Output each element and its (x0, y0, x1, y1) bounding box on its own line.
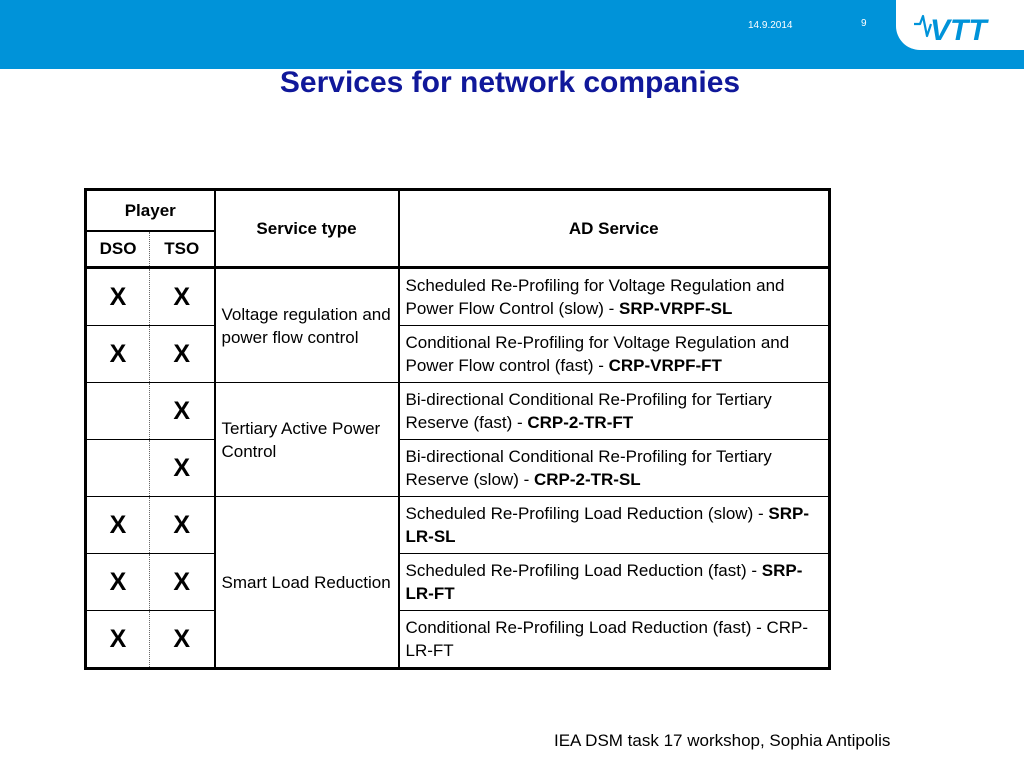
table-row (86, 497, 830, 554)
slide-date: 14.9.2014 (748, 20, 793, 31)
service-type-cell: Tertiary Active Power Control (215, 383, 399, 497)
ad-service-desc: Bi-directional Conditional Re-Profiling for Tertiary Reserve (slow) - (405, 447, 772, 489)
tso-mark: X (150, 440, 215, 497)
services-table (84, 188, 831, 670)
header-dso: DSO (86, 231, 150, 268)
header-service-type: Service type (215, 190, 399, 268)
table-row (86, 440, 830, 497)
dso-mark: X (86, 611, 150, 669)
ad-service-cell (399, 611, 830, 669)
tso-mark: X (150, 497, 215, 554)
tso-mark: X (150, 383, 215, 440)
ad-service-desc: Conditional Re-Profiling for Voltage Regulation and Power Flow control (fast) - (405, 333, 790, 375)
tso-mark: X (150, 554, 215, 611)
ad-service-cell (399, 326, 830, 383)
ad-service-code: SRP-LR-FT (405, 561, 803, 603)
slide-title: Services for network companies (279, 66, 741, 99)
dso-mark (86, 440, 150, 497)
tso-mark: X (150, 611, 215, 669)
logo-text: VTT (930, 14, 987, 46)
slide-page-number: 9 (861, 18, 867, 29)
table-row (86, 554, 830, 611)
table-row (86, 326, 830, 383)
ad-service-cell (399, 268, 830, 326)
ad-service-code: CRP-2-TR-FT (527, 413, 634, 432)
ad-service-desc: Conditional Re-Profiling Load Reduction (fast) - (405, 618, 767, 637)
header-bar (0, 0, 1024, 69)
ad-service-desc: Scheduled Re-Profiling Load Reduction (slow) - (405, 504, 769, 523)
tso-mark: X (150, 326, 215, 383)
ad-service-code: CRP-2-TR-SL (533, 470, 641, 489)
vtt-logo (912, 6, 1022, 46)
service-type-cell: Smart Load Reduction (215, 497, 399, 669)
dso-mark: X (86, 554, 150, 611)
ad-service-cell (399, 497, 830, 554)
ad-service-code: CRP-VRPF-FT (608, 356, 722, 375)
dso-mark (86, 383, 150, 440)
table-row (86, 383, 830, 440)
header-player: Player (86, 190, 215, 232)
ad-service-cell (399, 383, 830, 440)
ad-service-cell (399, 440, 830, 497)
ad-service-code: SRP-VRPF-SL (619, 299, 733, 318)
footer-text: IEA DSM task 17 workshop, Sophia Antipolis (554, 731, 891, 750)
header-tso: TSO (150, 231, 215, 268)
service-type-cell: Voltage regulation and power flow control (215, 268, 399, 383)
ad-service-desc: Scheduled Re-Profiling Load Reduction (fast) - (405, 561, 762, 580)
ad-service-desc: Scheduled Re-Profiling for Voltage Regulation and Power Flow Control (slow) - (405, 276, 785, 318)
ad-service-desc: Bi-directional Conditional Re-Profiling for Tertiary Reserve (fast) - (405, 390, 772, 432)
ad-service-code: SRP-LR-SL (405, 504, 809, 546)
table-row (86, 268, 830, 326)
dso-mark: X (86, 268, 150, 326)
ad-service-code: CRP-LR-FT (405, 618, 809, 660)
tso-mark: X (150, 268, 215, 326)
ad-service-cell (399, 554, 830, 611)
table-row (86, 611, 830, 669)
header-ad-service: AD Service (399, 190, 830, 268)
logo-tab (896, 0, 1024, 50)
dso-mark: X (86, 497, 150, 554)
dso-mark: X (86, 326, 150, 383)
